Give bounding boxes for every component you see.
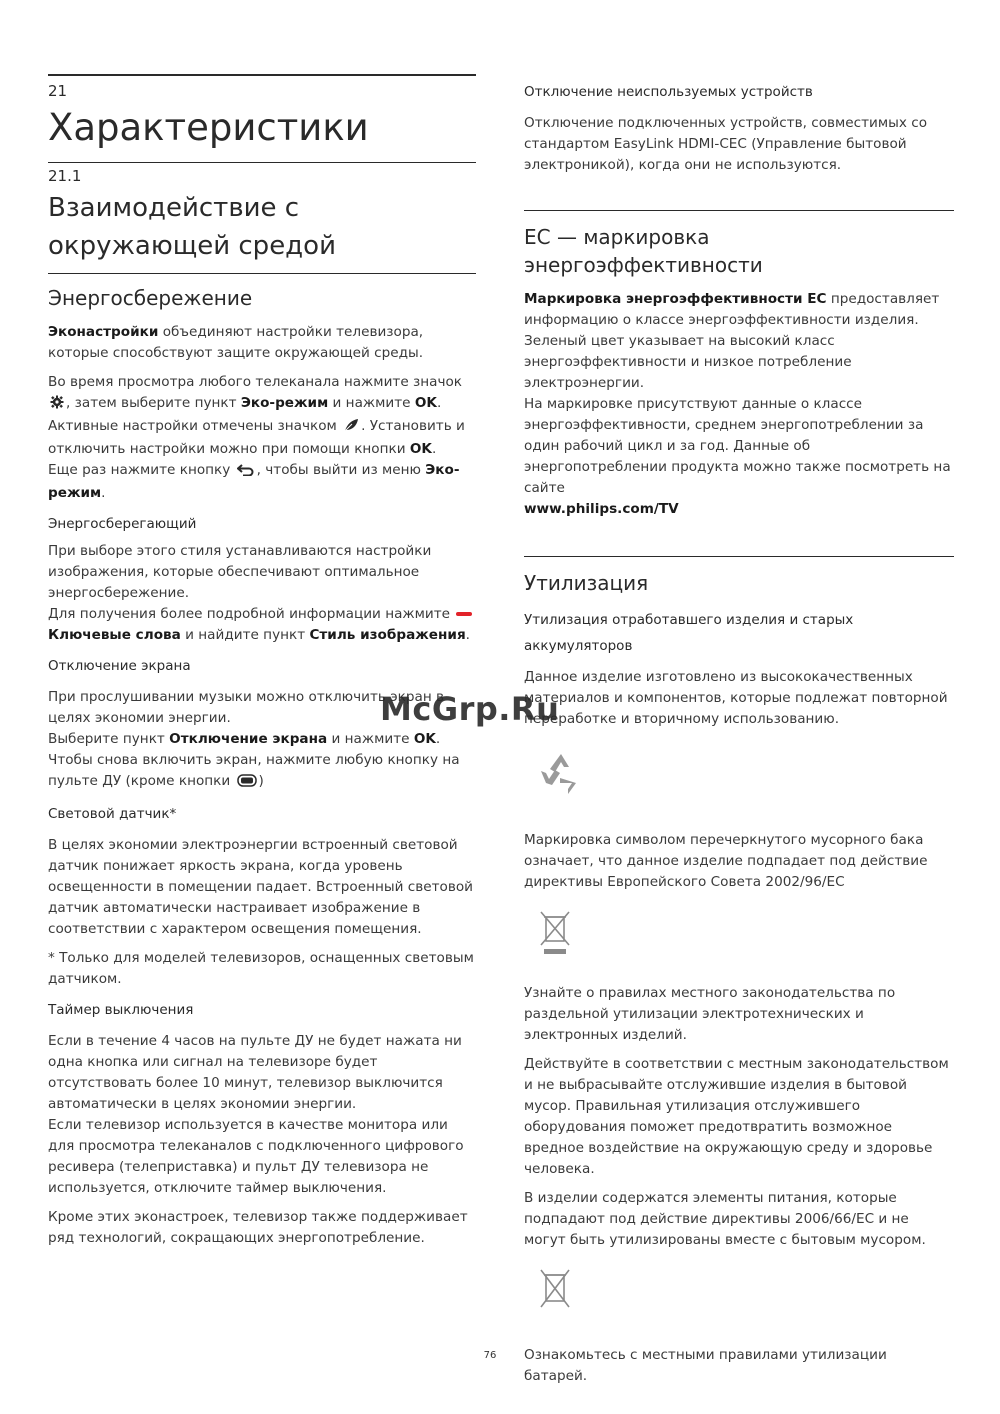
timer-paragraph-2: Если телевизор используется в качестве монитора или для просмотра телеканалов с подключенного цифрового ресивера (телеприставка) и пульт ДУ телевизора не используется, отключите таймер выключения. [48,1117,464,1196]
timer-paragraph-3: Кроме этих эконастроек, телевизор также поддерживает ряд технологий, сокращающих энергопотребление. [48,1209,468,1246]
text-span: Выберите пункт [48,731,170,747]
text-span: и нажмите [327,731,414,747]
gear-icon [50,395,64,416]
leaf-icon [343,418,359,439]
recycle-icon [538,750,584,796]
chapter-number: 21 [48,82,68,100]
chapter-title: Характеристики [48,106,369,149]
exit-menu-paragraph [48,460,476,504]
disposal-paragraph-6: Ознакомьтесь с местными правилами утилизации батарей. [524,1347,887,1384]
light-sensor-heading: Световой датчик* [48,806,177,822]
ok-term: OK [414,395,437,411]
text-span: . [465,627,470,643]
active-settings-paragraph [48,416,476,460]
section-rule [48,162,476,163]
eco-mode-term: Эко-режим [48,462,460,501]
disposal-paragraph-5: В изделии содержатся элементы питания, которые подпадают под действие директивы 2006/66/EC и не могут быть утилизированы вместе с бытовым мусором. [524,1190,926,1248]
energy-saving-style-paragraph: При выборе этого стиля устанавливаются настройки изображения, которые обеспечивают оптимальное энергосбережение. [48,543,432,601]
text-span: Во время просмотра любого телеканала нажмите значок [48,374,463,390]
text-span: . [101,485,106,501]
red-key-icon [456,612,472,616]
screen-off-heading: Отключение экрана [48,658,191,674]
energy-saving-style-heading: Энергосберегающий [48,516,197,532]
crossed-bin-icon [538,909,572,955]
text-span: ) [258,773,264,789]
light-sensor-note: * Только для моделей телевизоров, оснащенных световым датчиком. [48,950,474,987]
crossed-bin-battery-icon [538,1267,572,1311]
disposal-paragraph-2: Маркировка символом перечеркнутого мусорного бака означает, что данное изделие подпадает под действие директивы Европейского Совета 2002/96/EC [524,832,928,890]
text-span: и найдите пункт [180,627,310,643]
wheelie-bin-symbol-2 [524,1259,954,1329]
picture-style-term: Стиль изображения [309,627,466,643]
right-column [524,74,954,1395]
disposal-heading: Утилизация [524,571,649,595]
text-span: . [436,395,442,411]
keywords-paragraph [48,604,476,646]
switch-off-timer-heading: Таймер выключения [48,1002,194,1018]
philips-url-text[interactable]: www.philips.com/TV [524,501,679,517]
eco-settings-term: Эконастройки [48,324,159,340]
screen-off-term: Отключение экрана [169,731,328,747]
subsection-rule [48,273,476,274]
unused-devices-heading: Отключение неиспользуемых устройств [524,84,813,100]
philips-url [524,499,954,520]
left-column [48,74,476,1257]
ec-label-heading: EC — маркировка энергоэффективности [524,225,763,277]
eco-mode-term: Эко-режим [240,395,329,411]
text-span: предоставляет информацию о классе энергоэффективности изделия. Зеленый цвет указывает на высокий класс энергоэффективности и низкое потребление электроэнергии. [524,291,940,391]
chapter-rule [48,74,476,76]
ok-term: OK [409,441,432,457]
disposal-paragraph-3: Узнайте о правилах местного законодательства по раздельной утилизации электротехнических и электронных изделий. [524,985,896,1043]
text-span: , чтобы выйти из меню [256,462,426,478]
screen-off-instructions [48,729,476,794]
light-sensor-paragraph: В целях экономии электроэнергии встроенный световой датчик понижает яркость экрана, когда уровень освещенности в помещении падает. Встроенный световой датчик автоматически настраивает изображение в соответствии с характером освещения помещения. [48,837,473,937]
energy-saving-heading: Энергосбережение [48,286,253,310]
screen-off-paragraph: При прослушивании музыки можно отключить экран в целях экономии энергии. [48,689,445,726]
timer-paragraph-1: Если в течение 4 часов на пульте ДУ не будет нажата ни одна кнопка или сигнал на телевизоре будет отсутствовать более 10 минут, телевизор выключится автоматически в целях экономии энергии. [48,1033,462,1112]
ok-term: OK [413,731,436,747]
watermark: McGrp.Ru [380,690,560,728]
disposal-paragraph-1: Данное изделие изготовлено из высококачественных материалов и компонентов, которые подлежат повторной переработке и вторичному использованию. [524,669,948,727]
text-span: Еще раз нажмите кнопку [48,462,235,478]
source-key-icon [237,773,257,794]
ec-label-term: Маркировка энергоэффективности EC [524,291,827,307]
text-span: . Чтобы снова включить экран, нажмите любую кнопку на пульте ДУ (кроме кнопки [48,731,460,789]
disposal-paragraph-4: Действуйте в соответствии с местным законодательством и не выбрасывайте отслужившие изделия в бытовой мусор. Правильная утилизация отслужившего оборудования поможет предотвратить возможное вредное воздействие на окружающую среду и здоровье человека. [524,1056,949,1177]
ec-label-paragraph-2: На маркировке присутствуют данные о классе энергоэффективности, среднем энергопотреблении за один рабочий цикл и за год. Данные об энергопотреблении продукта можно также посмотреть на сайте [524,396,951,496]
eco-settings-paragraph [48,322,476,364]
unused-devices-paragraph: Отключение подключенных устройств, совместимых со стандартом EasyLink HDMI-CEC (Управление бытовой электроникой), когда они не используются. [524,115,928,173]
keywords-term: Ключевые слова [48,627,181,643]
text-span: и нажмите [328,395,415,411]
text-span: . [431,441,437,457]
text-span: объединяют настройки телевизора, которые способствуют защите окружающей среды. [48,324,424,361]
ec-rule [524,210,954,211]
page-number: 76 [483,1350,497,1361]
ec-label-paragraph-1 [524,289,954,394]
text-span: Для получения более подробной информации нажмите [48,606,455,622]
back-arrow-icon [237,462,255,483]
wheelie-bin-symbol-1 [524,901,954,967]
disposal-rule [524,556,954,557]
text-span: . Установить и отключить настройки можно при помощи кнопки [48,418,465,457]
text-span: , затем выберите пункт [66,395,241,411]
disposal-subheading: Утилизация отработавшего изделия и старых аккумуляторов [524,612,854,654]
eco-instructions-paragraph [48,372,476,416]
recycle-symbol [524,738,954,814]
section-title: Взаимодействие с окружающей средой [48,193,336,261]
text-span: Активные настройки отмечены значком [48,418,342,434]
section-number: 21.1 [48,167,82,185]
